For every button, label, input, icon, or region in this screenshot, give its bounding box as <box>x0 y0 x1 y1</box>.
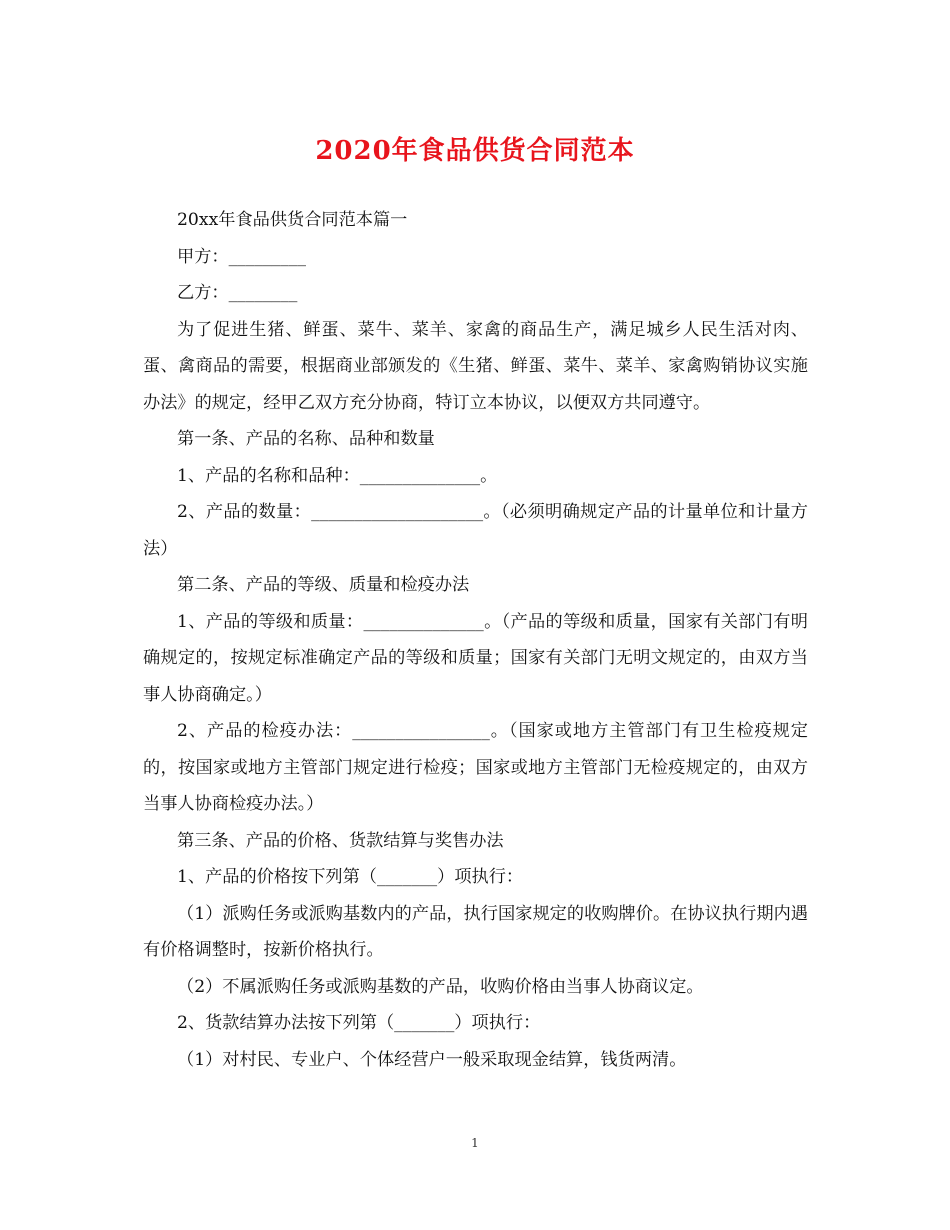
section-heading: 20xx年食品供货合同范本篇一 <box>177 210 408 230</box>
preamble-paragraph: 为了促进生猪、鲜蛋、菜牛、菜羊、家禽的商品生产，满足城乡人民生活对肉、蛋、禽商品的需要，根据商业部颁发的《生猪、鲜蛋、菜牛、菜羊、家禽购销协议实施办法》的规定，经甲乙双方充分协商，特订立本协议，以便双方共同遵守。 <box>143 319 808 413</box>
article-2-item-1: 1、产品的等级和质量：______________。（产品的等级和质量，国家有关部门有明确规定的，按规定标准确定产品的等级和质量；国家有关部门无明文规定的，由双方当事人协商确定。） <box>143 611 808 705</box>
article-1-heading: 第一条、产品的名称、品种和数量 <box>177 429 435 449</box>
article-1-item-1: 1、产品的名称和品种：______________。 <box>177 465 498 486</box>
party-a-line: 甲方：_________ <box>177 246 306 267</box>
article-3-item-1-sub-1: （1）派购任务或派购基数内的产品，执行国家规定的收购牌价。在协议执行期内遇有价格调整时，按新价格执行。 <box>143 903 808 960</box>
document-body <box>143 202 808 1078</box>
article-3-item-2: 2、货款结算办法按下列第（_______）项执行： <box>177 1013 541 1033</box>
article-2-item-2: 2、产品的检疫办法：________________。（国家或地方主管部门有卫生检疫规定的，按国家或地方主管部门规定进行检疫；国家或地方主管部门无检疫规定的，由双方当事人协商检疫办法。） <box>143 721 808 814</box>
article-3-heading: 第三条、产品的价格、货款结算与奖售办法 <box>177 830 504 851</box>
article-3-item-2-sub-1: （1）对村民、专业户、个体经营户一般采取现金结算，钱货两清。 <box>177 1049 687 1070</box>
article-1-item-2: 2、产品的数量：____________________。（必须明确规定产品的计量单位和计量方法） <box>143 502 808 559</box>
article-2-heading: 第二条、产品的等级、质量和检疫办法 <box>177 575 470 595</box>
document-title: 2020年食品供货合同范本 <box>315 136 635 166</box>
article-3-item-1-sub-2: （2）不属派购任务或派购基数的产品，收购价格由当事人协商议定。 <box>177 976 704 997</box>
article-3-item-1: 1、产品的价格按下列第（_______）项执行： <box>177 867 524 887</box>
page-number: 1 <box>471 1136 479 1150</box>
party-b-line: 乙方：________ <box>177 283 298 303</box>
